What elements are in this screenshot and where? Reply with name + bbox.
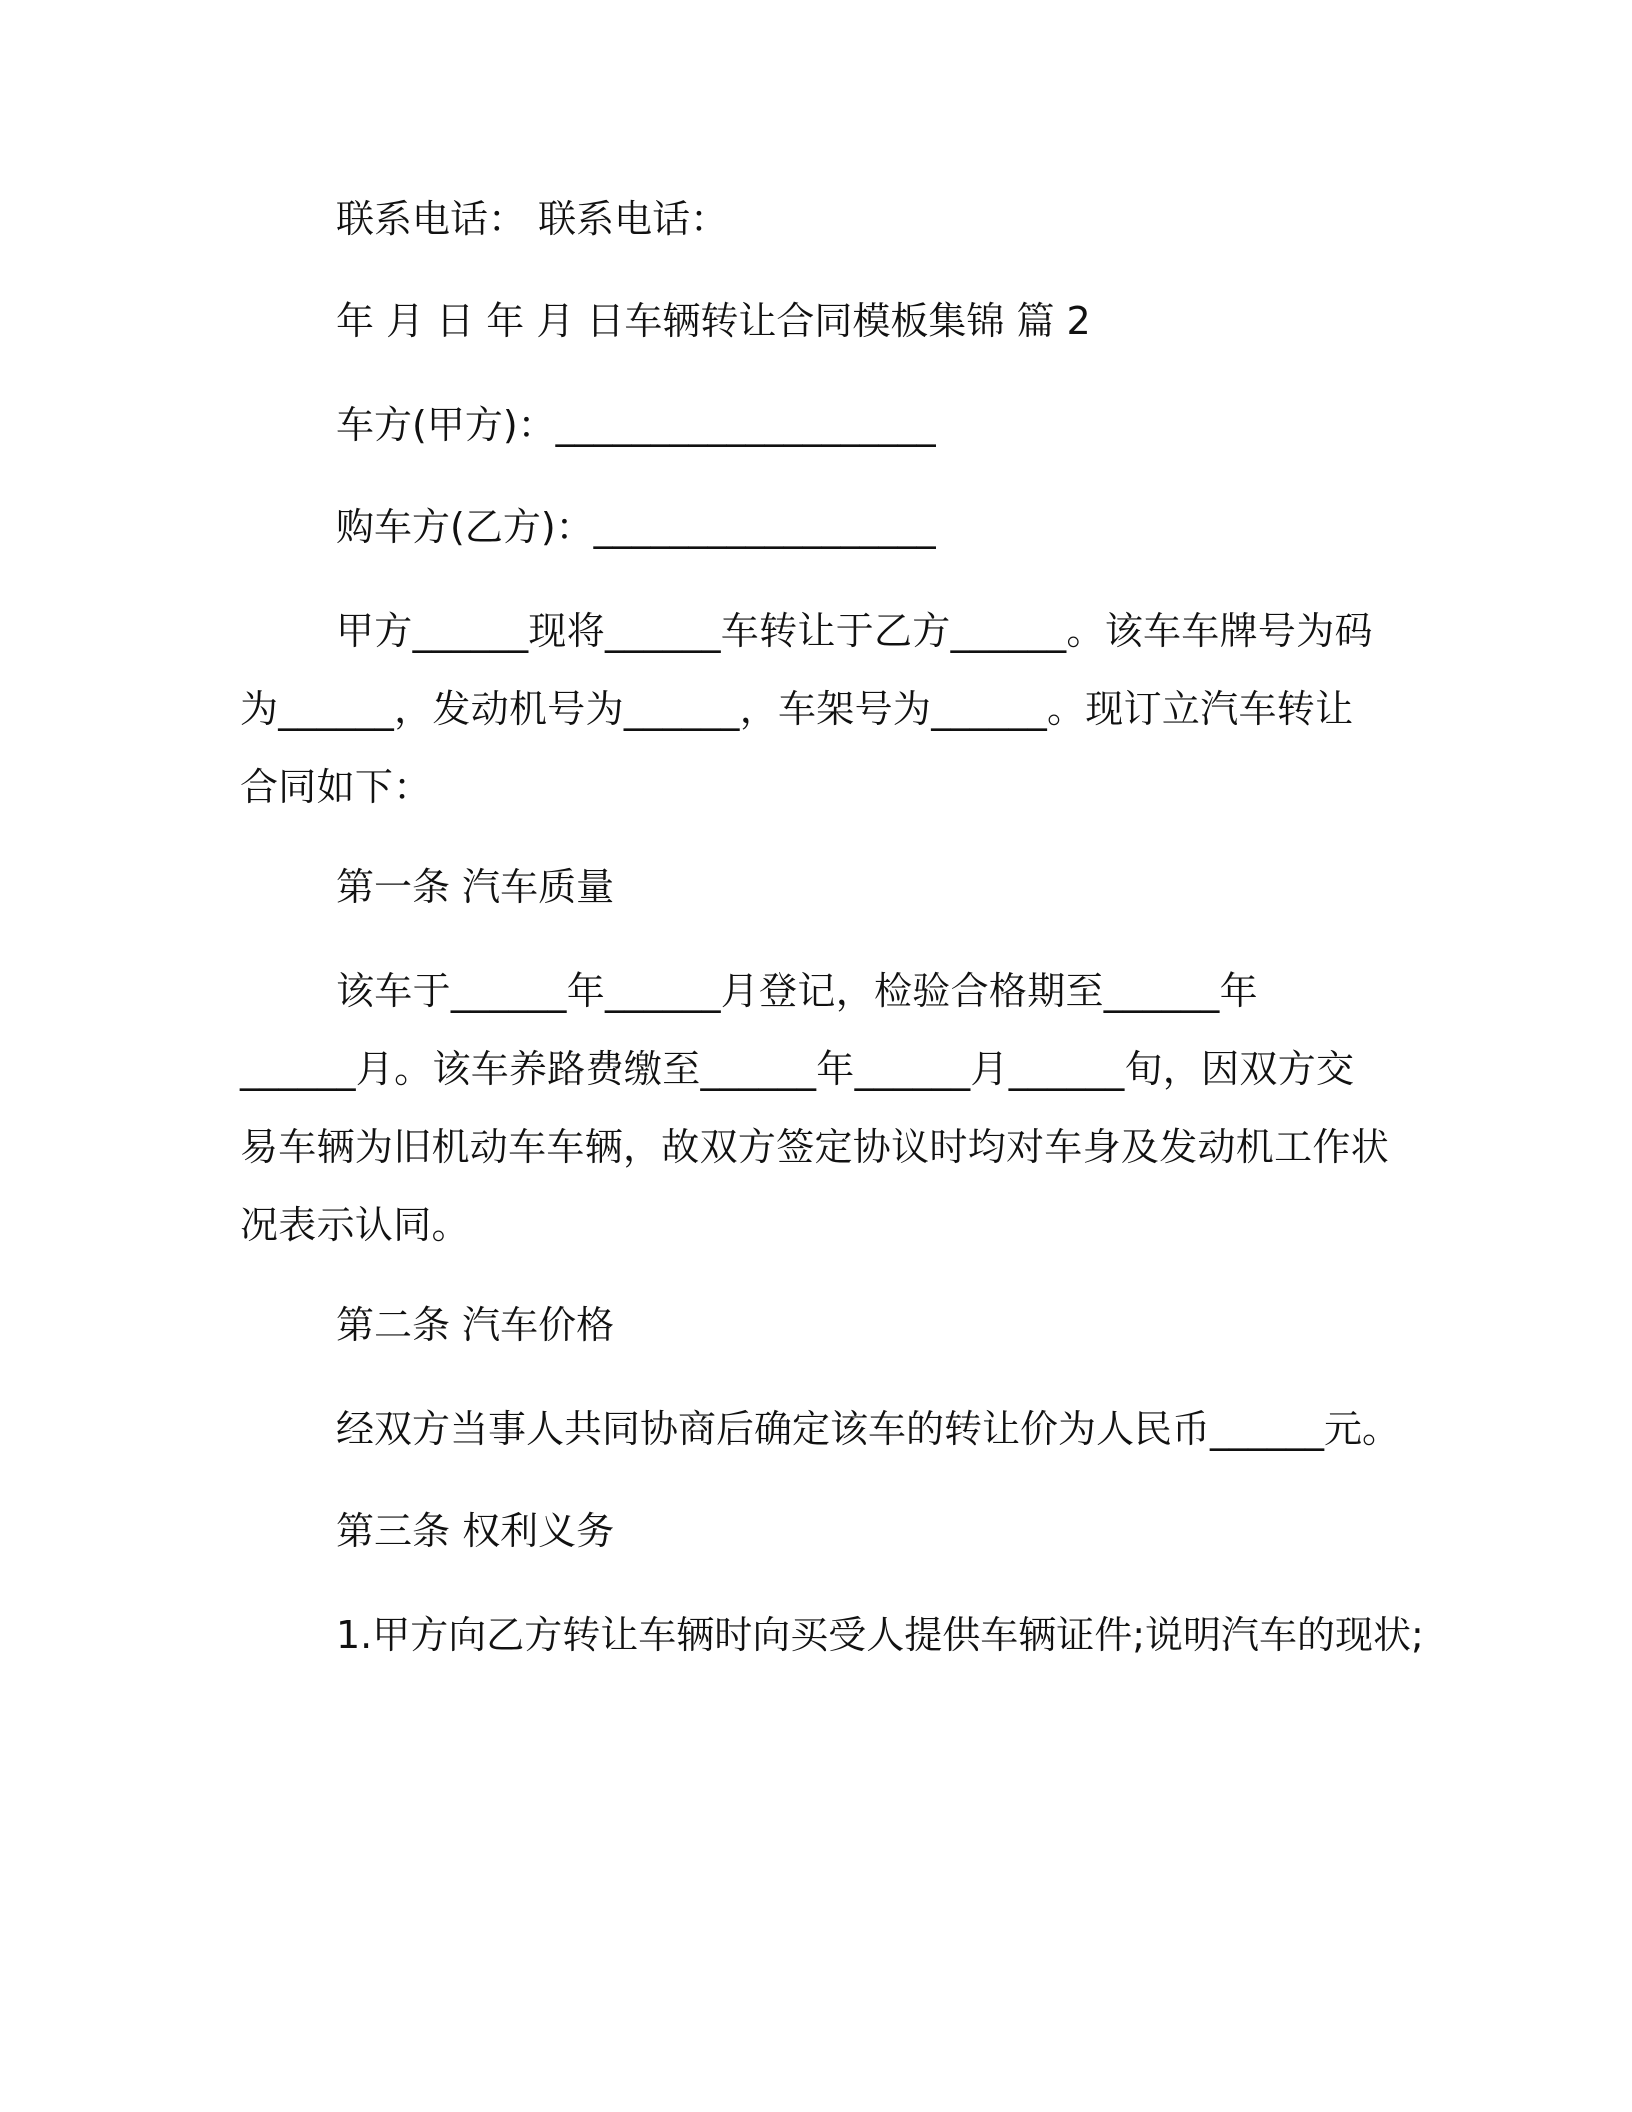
intro-paragraph-line: 合同如下： <box>240 765 432 809</box>
article2-paragraph: 经双方当事人共同协商后确定该车的转让价为人民币______元。 <box>336 1407 1401 1451</box>
article3-heading: 第三条 权利义务 <box>336 1509 615 1553</box>
article1-paragraph-line: 况表示认同。 <box>240 1203 470 1247</box>
party-a-line: 车方(甲方)：____________________ <box>336 403 936 447</box>
date-title-line: 年 月 日 年 月 日车辆转让合同模板集锦 篇 2 <box>336 299 1091 343</box>
contact-line: 联系电话： 联系电话： <box>336 197 729 241</box>
article1-paragraph <box>240 952 1396 1264</box>
article1-paragraph-line: 该车于______年______月登记，检验合格期至______年 <box>336 969 1258 1013</box>
article2-heading: 第二条 汽车价格 <box>336 1303 615 1347</box>
intro-paragraph <box>240 592 1396 826</box>
intro-paragraph-line: 为______，发动机号为______，车架号为______。现订立汽车转让 <box>240 687 1354 731</box>
article1-heading: 第一条 汽车质量 <box>336 865 615 909</box>
party-b-line: 购车方(乙方)：__________________ <box>336 505 936 549</box>
article3-item-1: 1.甲方向乙方转让车辆时向买受人提供车辆证件;说明汽车的现状; <box>336 1613 1424 1657</box>
intro-paragraph-line: 甲方______现将______车转让于乙方______。该车车牌号为码 <box>336 609 1373 653</box>
article1-paragraph-line: ______月。该车养路费缴至______年______月______旬，因双方交 <box>240 1047 1355 1091</box>
article1-paragraph-line: 易车辆为旧机动车车辆，故双方签定协议时均对车身及发动机工作状 <box>240 1125 1390 1169</box>
